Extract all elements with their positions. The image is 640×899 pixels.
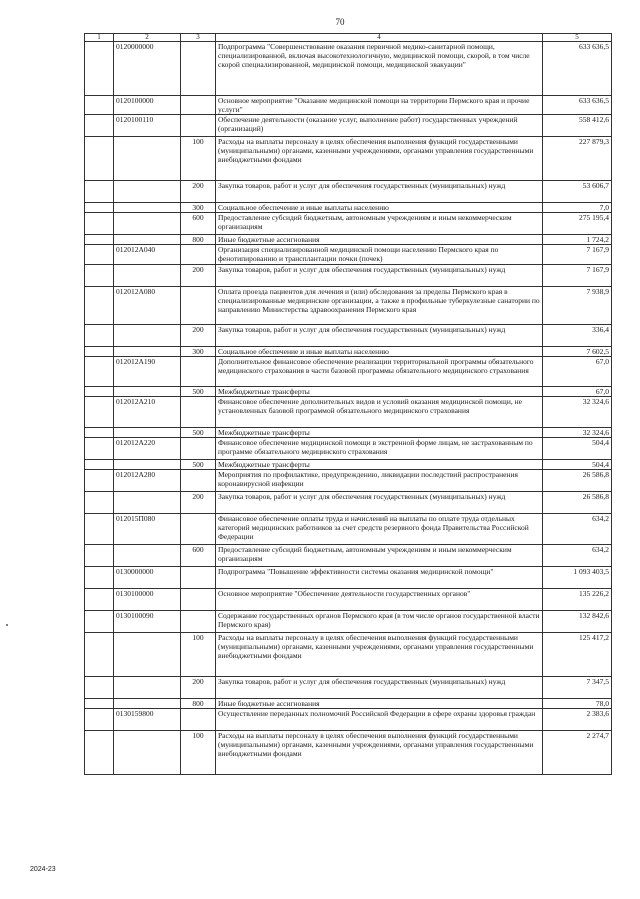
article-name: Подпрограмма "Повышение эффективности системы оказания медицинской помощи" <box>216 566 543 588</box>
row-number-cell <box>85 731 114 775</box>
article-name: Иные бюджетные ассигнования <box>216 235 543 245</box>
row-number-cell <box>85 346 114 356</box>
column-header-4: 4 <box>216 34 543 42</box>
amount-value: 633 636,5 <box>543 96 612 115</box>
amount-value: 558 412,6 <box>543 115 612 137</box>
target-article-code <box>114 235 181 245</box>
expense-type-code: 500 <box>181 427 216 437</box>
expense-type-code <box>181 709 216 731</box>
amount-value: 7,0 <box>543 203 612 213</box>
table-row <box>85 346 612 356</box>
column-header-5: 5 <box>543 34 612 42</box>
table-row <box>85 709 612 731</box>
row-number-cell <box>85 245 114 264</box>
expense-type-code <box>181 96 216 115</box>
amount-value: 78,0 <box>543 698 612 708</box>
row-number-cell <box>85 42 114 96</box>
amount-value: 275 195,4 <box>543 213 612 235</box>
amount-value: 132 842,6 <box>543 610 612 632</box>
row-number-cell <box>85 137 114 181</box>
table-row <box>85 245 612 264</box>
table-row <box>85 491 612 513</box>
expense-type-code: 200 <box>181 264 216 286</box>
target-article-code: 0120100000 <box>114 96 181 115</box>
target-article-code: 012012А280 <box>114 469 181 491</box>
row-number-cell <box>85 459 114 469</box>
target-article-code <box>114 491 181 513</box>
expense-type-code <box>181 610 216 632</box>
target-article-code <box>114 324 181 346</box>
amount-value: 7 167,9 <box>543 264 612 286</box>
article-name: Расходы на выплаты персоналу в целях обеспечения выполнения функций государственными (муниципальными) органами, казенными учреждениями, органами управления государственными внебюджетными фондами <box>216 137 543 181</box>
amount-value: 504,4 <box>543 459 612 469</box>
article-name: Социальное обеспечение и иные выплаты населению <box>216 346 543 356</box>
row-number-cell <box>85 203 114 213</box>
article-name: Социальное обеспечение и иные выплаты населению <box>216 203 543 213</box>
article-name: Организация специализированной медицинской помощи населению Пермского края по фенотипированию и трансплантации почки (почек) <box>216 245 543 264</box>
article-name: Финансовое обеспечение оплаты труда и начислений на выплаты по оплате труда отдельных категорий медицинских работников за счет средств резервного фонда Правительства Российской Федерации <box>216 513 543 544</box>
expense-type-code <box>181 245 216 264</box>
document-code: 2024-23 <box>30 866 56 873</box>
expense-type-code: 200 <box>181 181 216 203</box>
article-name: Межбюджетные трансферты <box>216 386 543 396</box>
table-row <box>85 356 612 386</box>
article-name: Межбюджетные трансферты <box>216 459 543 469</box>
expense-type-code: 800 <box>181 698 216 708</box>
target-article-code: 0130159800 <box>114 709 181 731</box>
expense-type-code <box>181 588 216 610</box>
article-name: Закупка товаров, работ и услуг для обеспечения государственных (муниципальных) нужд <box>216 676 543 698</box>
expense-type-code: 500 <box>181 459 216 469</box>
row-number-cell <box>85 396 114 427</box>
expense-type-code: 300 <box>181 346 216 356</box>
amount-value: 7 167,9 <box>543 245 612 264</box>
target-article-code <box>114 676 181 698</box>
target-article-code <box>114 213 181 235</box>
row-number-cell <box>85 356 114 386</box>
target-article-code: 012012А210 <box>114 396 181 427</box>
row-number-cell <box>85 610 114 632</box>
expense-type-code <box>181 42 216 96</box>
amount-value: 67,0 <box>543 386 612 396</box>
table-row <box>85 203 612 213</box>
target-article-code <box>114 731 181 775</box>
amount-value: 2 383,6 <box>543 709 612 731</box>
row-number-cell <box>85 709 114 731</box>
table-row <box>85 181 612 203</box>
table-row <box>85 324 612 346</box>
amount-value: 1 093 403,5 <box>543 566 612 588</box>
expense-type-code <box>181 356 216 386</box>
row-number-cell <box>85 566 114 588</box>
amount-value: 135 226,2 <box>543 588 612 610</box>
column-header-2: 2 <box>114 34 181 42</box>
article-name: Содержание государственных органов Пермского края (в том числе органов государственной власти Пермского края) <box>216 610 543 632</box>
amount-value: 634,2 <box>543 544 612 566</box>
target-article-code: 012012А220 <box>114 437 181 459</box>
target-article-code <box>114 427 181 437</box>
article-name: Предоставление субсидий бюджетным, автономным учреждениям и иным некоммерческим организациям <box>216 213 543 235</box>
expense-type-code: 800 <box>181 235 216 245</box>
article-name: Закупка товаров, работ и услуг для обеспечения государственных (муниципальных) нужд <box>216 491 543 513</box>
target-article-code: 012012А190 <box>114 356 181 386</box>
amount-value: 227 879,3 <box>543 137 612 181</box>
row-number-cell <box>85 427 114 437</box>
table-row <box>85 469 612 491</box>
row-number-cell <box>85 213 114 235</box>
row-number-cell <box>85 698 114 708</box>
row-number-cell <box>85 324 114 346</box>
scan-mark <box>6 624 8 626</box>
amount-value: 125 417,2 <box>543 632 612 676</box>
table-row <box>85 264 612 286</box>
target-article-code: 0120100110 <box>114 115 181 137</box>
article-name: Осуществление переданных полномочий Российской Федерации в сфере охраны здоровья граждан <box>216 709 543 731</box>
target-article-code <box>114 264 181 286</box>
amount-value: 26 586,8 <box>543 469 612 491</box>
row-number-cell <box>85 96 114 115</box>
article-name: Расходы на выплаты персоналу в целях обеспечения выполнения функций государственными (муниципальными) органами, казенными учреждениями, органами управления государственными внебюджетными фондами <box>216 632 543 676</box>
target-article-code: 0120000000 <box>114 42 181 96</box>
row-number-cell <box>85 491 114 513</box>
budget-table <box>84 33 612 775</box>
page-number: 70 <box>335 17 345 27</box>
expense-type-code <box>181 437 216 459</box>
target-article-code: 0130000000 <box>114 566 181 588</box>
row-number-cell <box>85 264 114 286</box>
target-article-code: 012012А080 <box>114 286 181 324</box>
article-name: Предоставление субсидий бюджетным, автономным учреждениям и иным некоммерческим организациям <box>216 544 543 566</box>
expense-type-code: 600 <box>181 213 216 235</box>
article-name: Финансовое обеспечение дополнительных видов и условий оказания медицинской помощи, не установленных базовой программой обязательного медицинского страхования <box>216 396 543 427</box>
target-article-code <box>114 698 181 708</box>
article-name: Основное мероприятие "Обеспечение деятельности государственных органов" <box>216 588 543 610</box>
table-row <box>85 96 612 115</box>
expense-type-code: 100 <box>181 632 216 676</box>
article-name: Финансовое обеспечение медицинской помощи в экстренной форме лицам, не застрахованным по программе обязательного медицинского страхования <box>216 437 543 459</box>
amount-value: 7 938,9 <box>543 286 612 324</box>
article-name: Закупка товаров, работ и услуг для обеспечения государственных (муниципальных) нужд <box>216 181 543 203</box>
table-row <box>85 437 612 459</box>
amount-value: 634,2 <box>543 513 612 544</box>
expense-type-code <box>181 566 216 588</box>
table-row <box>85 427 612 437</box>
row-number-cell <box>85 181 114 203</box>
amount-value: 336,4 <box>543 324 612 346</box>
amount-value: 26 586,8 <box>543 491 612 513</box>
article-name: Основное мероприятие "Оказание медицинской помощи на территории Пермского края и прочие услуги" <box>216 96 543 115</box>
article-name: Обеспечение деятельности (оказание услуг, выполнение работ) государственных учреждений (организаций) <box>216 115 543 137</box>
table-row <box>85 42 612 96</box>
table-row <box>85 396 612 427</box>
target-article-code: 012012А040 <box>114 245 181 264</box>
row-number-cell <box>85 588 114 610</box>
amount-value: 2 274,7 <box>543 731 612 775</box>
table-row <box>85 610 612 632</box>
article-name: Закупка товаров, работ и услуг для обеспечения государственных (муниципальных) нужд <box>216 324 543 346</box>
expense-type-code <box>181 286 216 324</box>
table-row <box>85 235 612 245</box>
row-number-cell <box>85 544 114 566</box>
expense-type-code <box>181 513 216 544</box>
amount-value: 32 324,6 <box>543 427 612 437</box>
expense-type-code <box>181 396 216 427</box>
row-number-cell <box>85 286 114 324</box>
expense-type-code: 100 <box>181 137 216 181</box>
row-number-cell <box>85 632 114 676</box>
target-article-code <box>114 181 181 203</box>
table-row <box>85 588 612 610</box>
table-row <box>85 731 612 775</box>
row-number-cell <box>85 386 114 396</box>
expense-type-code <box>181 469 216 491</box>
table-row <box>85 513 612 544</box>
column-header-3: 3 <box>181 34 216 42</box>
row-number-cell <box>85 115 114 137</box>
target-article-code <box>114 137 181 181</box>
row-number-cell <box>85 437 114 459</box>
expense-type-code <box>181 115 216 137</box>
row-number-cell <box>85 469 114 491</box>
row-number-cell <box>85 513 114 544</box>
table-row <box>85 459 612 469</box>
expense-type-code: 300 <box>181 203 216 213</box>
amount-value: 32 324,6 <box>543 396 612 427</box>
table-row <box>85 286 612 324</box>
table-row <box>85 698 612 708</box>
expense-type-code: 500 <box>181 386 216 396</box>
target-article-code <box>114 544 181 566</box>
table-row <box>85 632 612 676</box>
expense-type-code: 600 <box>181 544 216 566</box>
amount-value: 53 606,7 <box>543 181 612 203</box>
table-row <box>85 115 612 137</box>
article-name: Оплата проезда пациентов для лечения и (или) обследования за пределы Пермского края в специализированные медицинские организации, а также в профильные туберкулезные санатории по направлению Министерства здравоохранения Пермского края <box>216 286 543 324</box>
expense-type-code: 200 <box>181 491 216 513</box>
expense-type-code: 200 <box>181 676 216 698</box>
table-row <box>85 544 612 566</box>
target-article-code <box>114 459 181 469</box>
article-name: Подпрограмма "Совершенствование оказания первичной медико-санитарной помощи, специализированной, включая высокотехнологичную, медицинской помощи, скорой, в том числе скорой специализированной, медицинской помощи, медицинской эвакуации" <box>216 42 543 96</box>
column-header-1: 1 <box>85 34 114 42</box>
target-article-code: 012015П080 <box>114 513 181 544</box>
row-number-cell <box>85 676 114 698</box>
expense-type-code: 200 <box>181 324 216 346</box>
article-name: Дополнительное финансовое обеспечение реализации территориальной программы обязательного медицинского страхования в части базовой программы обязательного медицинского страхования <box>216 356 543 386</box>
target-article-code <box>114 386 181 396</box>
table-row <box>85 213 612 235</box>
amount-value: 633 636,5 <box>543 42 612 96</box>
article-name: Иные бюджетные ассигнования <box>216 698 543 708</box>
table-row <box>85 676 612 698</box>
article-name: Межбюджетные трансферты <box>216 427 543 437</box>
target-article-code: 0130100090 <box>114 610 181 632</box>
amount-value: 7 602,5 <box>543 346 612 356</box>
amount-value: 67,0 <box>543 356 612 386</box>
article-name: Расходы на выплаты персоналу в целях обеспечения выполнения функций государственными (муниципальными) органами, казенными учреждениями, органами управления государственными внебюджетными фондами <box>216 731 543 775</box>
table-row <box>85 137 612 181</box>
target-article-code: 0130100000 <box>114 588 181 610</box>
article-name: Мероприятия по профилактике, предупреждению, ликвидации последствий распространения коронавирусной инфекции <box>216 469 543 491</box>
amount-value: 7 347,5 <box>543 676 612 698</box>
expense-type-code: 100 <box>181 731 216 775</box>
row-number-cell <box>85 235 114 245</box>
table-row <box>85 566 612 588</box>
amount-value: 1 724,2 <box>543 235 612 245</box>
column-header-row <box>85 34 612 42</box>
table-row <box>85 386 612 396</box>
target-article-code <box>114 632 181 676</box>
amount-value: 504,4 <box>543 437 612 459</box>
target-article-code <box>114 203 181 213</box>
article-name: Закупка товаров, работ и услуг для обеспечения государственных (муниципальных) нужд <box>216 264 543 286</box>
target-article-code <box>114 346 181 356</box>
